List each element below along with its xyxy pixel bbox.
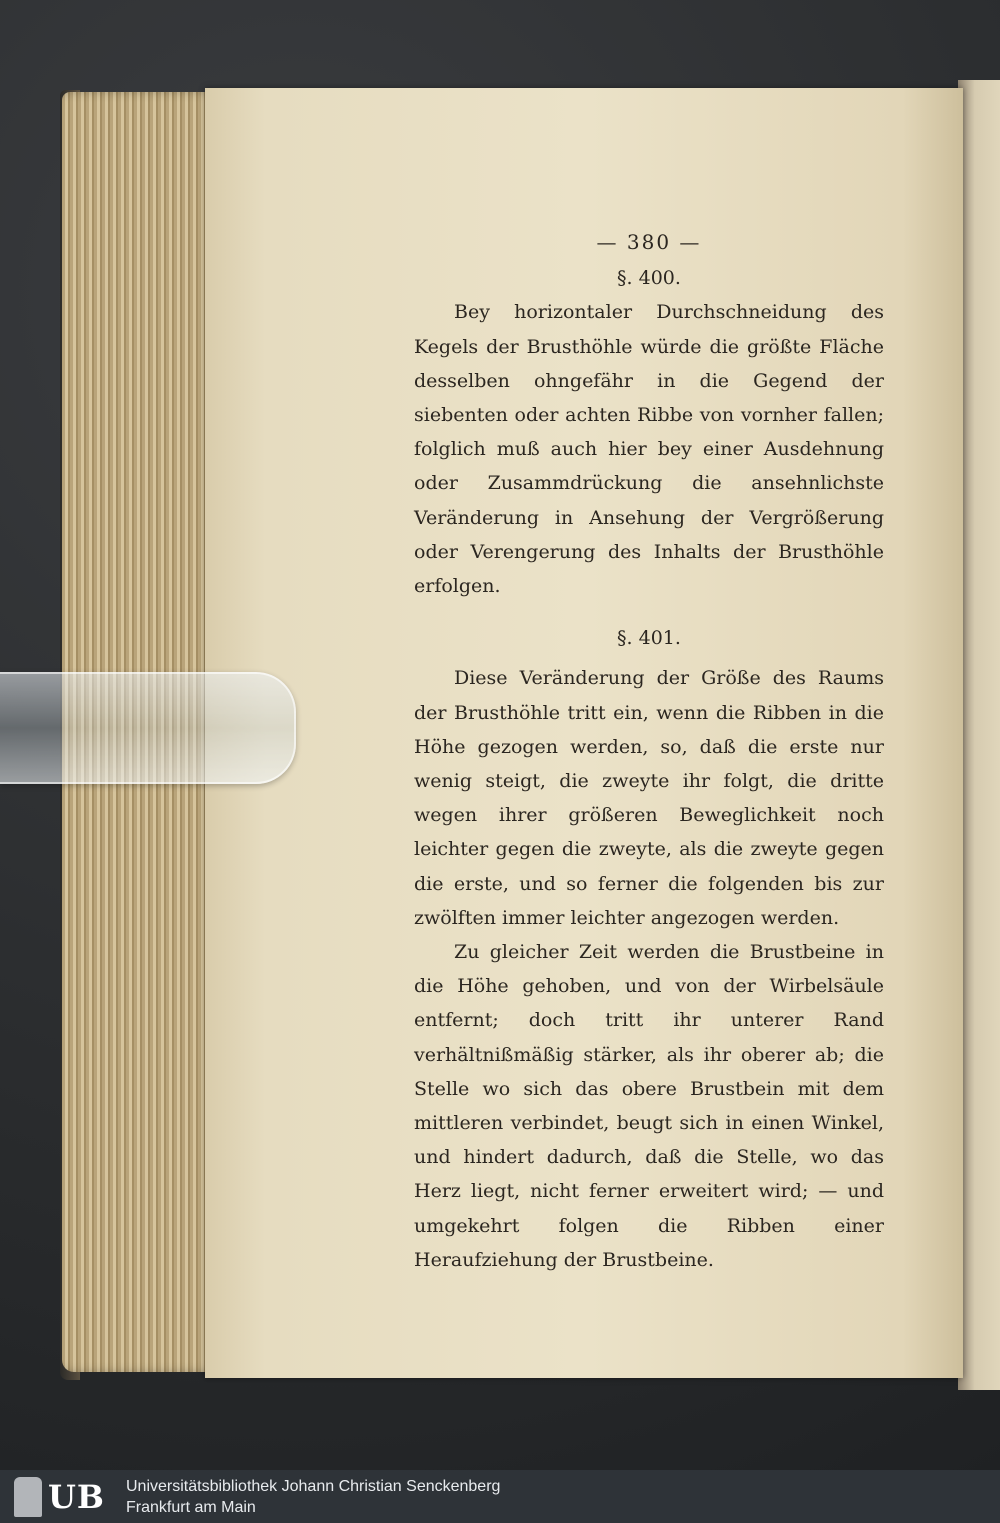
footer-caption <box>126 1476 500 1518</box>
glass-page-weight <box>0 672 296 784</box>
portrait-icon <box>14 1477 42 1517</box>
footer-line-2: Frankfurt am Main <box>126 1498 256 1516</box>
paragraph: Diese Veränderung der Größe des Raums der Brusthöhle tritt ein, wenn die Ribben in die Höhe gezogen werden, so, daß die erste nur wenig steigt, die zweyte ihr folgt, die dritte wegen ihrer größeren Beweglichkeit noch leichter gegen die zweyte, als die zweyte gegen die erste, und so ferner die folgenden bis zur zwölften immer leichter angezogen werden. <box>414 667 884 929</box>
paragraph: Zu gleicher Zeit werden die Brustbeine in die Höhe gehoben, und von der Wirbelsäule entfernt; doch tritt ihr unterer Rand verhältnißmäßig stärker, als ihr oberer ab; die Stelle wo sich das obere Brustbein mit dem mittleren verbindet, beugt sich in einen Winkel, und hindert dadurch, daß die Stelle, wo das Herz liegt, nicht ferner erweitert wird; — und umgekehrt folgen die Ribben einer Heraufziehung der Brustbeine. <box>414 941 884 1271</box>
footer-line-1: Universitätsbibliothek Johann Christian Senckenberg <box>126 1477 501 1495</box>
paragraph: Bey horizontaler Durchschneidung des Kegels der Brusthöhle würde die größte Fläche desselben ohngefähr in die Gegend der siebenten oder achten Ribbe von vornher fallen; folglich muß auch hier bey einer Ausdehnung oder Zusammdrückung die ansehnlichste Veränderung in Ansehung der Vergrößerung oder Verengerung des Inhalts der Brusthöhle erfolgen. <box>414 301 884 598</box>
footer-bar <box>0 1470 1000 1523</box>
logo-text: UB <box>48 1477 105 1516</box>
library-logo <box>14 1474 112 1520</box>
page-text <box>414 225 884 1277</box>
section-heading: §. 401. <box>617 627 681 650</box>
next-page-edge <box>958 80 1000 1390</box>
section-heading: §. 400. <box>617 267 681 290</box>
page-number: — 380 — <box>596 230 702 254</box>
